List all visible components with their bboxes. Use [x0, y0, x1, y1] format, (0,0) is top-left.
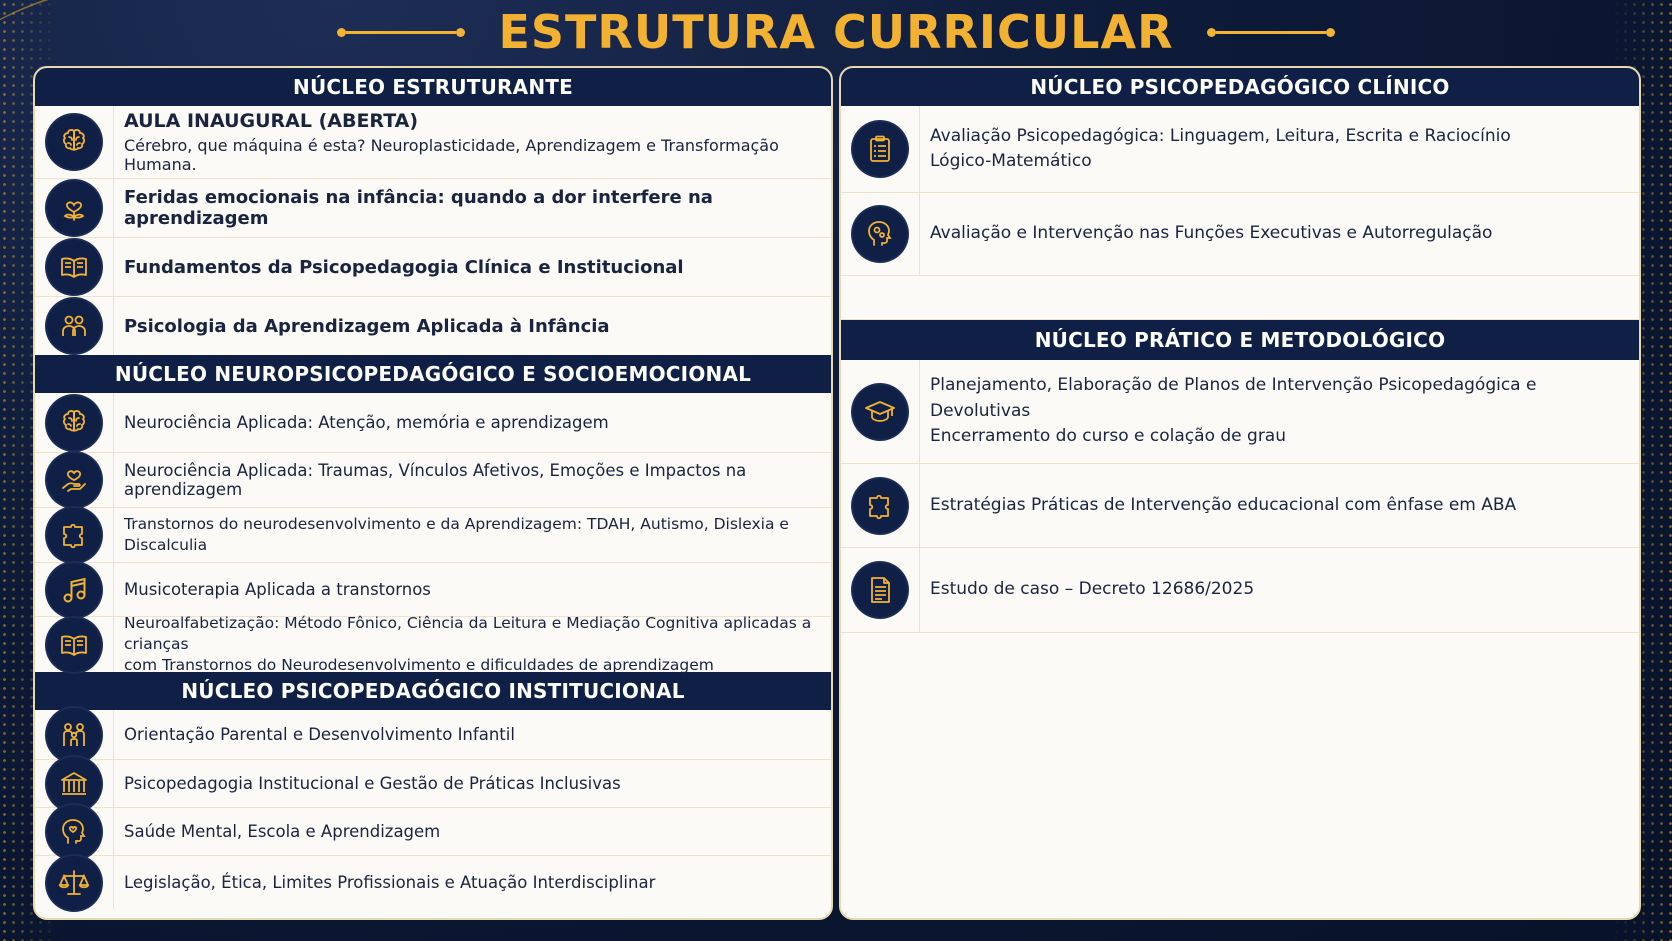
section-spacer — [841, 276, 1639, 320]
family-icon — [47, 708, 101, 762]
item-title: Neurociência Aplicada: Atenção, memória e aprendizagem — [124, 413, 609, 432]
title-row — [0, 0, 1672, 64]
list-item — [35, 760, 831, 808]
title-ornament-right — [1207, 28, 1335, 37]
title-ornament-left — [337, 28, 465, 37]
section-heading-institucional: NÚCLEO PSICOPEDAGÓGICO INSTITUCIONAL — [35, 672, 831, 710]
item-title: Transtornos do neurodesenvolvimento e da Aprendizagem: TDAH, Autismo, Dislexia e Discalculia — [124, 515, 789, 554]
puzzle-icon — [47, 508, 101, 562]
music-note-icon — [47, 563, 101, 617]
book-icon — [47, 618, 101, 672]
section-heading-clinico: NÚCLEO PSICOPEDAGÓGICO CLÍNICO — [841, 68, 1639, 106]
item-line-2: Encerramento do curso e colação de grau — [930, 426, 1286, 447]
section-heading-estruturante: NÚCLEO ESTRUTURANTE — [35, 68, 831, 106]
list-item — [35, 508, 831, 563]
brain-icon — [47, 115, 101, 169]
section-heading-neuro: NÚCLEO NEUROPSICOPEDAGÓGICO E SOCIOEMOCIONAL — [35, 355, 831, 393]
list-item — [841, 548, 1639, 633]
graduation-cap-icon — [853, 385, 907, 439]
page-title: ESTRUTURA CURRICULAR — [498, 5, 1174, 59]
document-icon — [853, 563, 907, 617]
item-title: Legislação, Ética, Limites Profissionais e Atuação Interdisciplinar — [124, 873, 656, 892]
head-heart-icon — [47, 805, 101, 859]
list-item — [35, 710, 831, 760]
head-gears-icon — [853, 207, 907, 261]
item-title: Musicoterapia Aplicada a transtornos — [124, 580, 431, 599]
list-item — [841, 193, 1639, 276]
item-line-1: Planejamento, Elaboração de Planos de Intervenção Psicopedagógica e Devolutivas — [930, 375, 1537, 421]
clipboard-icon — [853, 122, 907, 176]
item-title: Psicopedagogia Institucional e Gestão de Práticas Inclusivas — [124, 774, 621, 793]
item-title: Neurociência Aplicada: Traumas, Vínculos Afetivos, Emoções e Impactos na aprendizagem — [124, 461, 747, 499]
left-panel — [33, 66, 833, 920]
hand-heart-icon — [47, 453, 101, 507]
brain-icon — [47, 396, 101, 450]
list-item — [841, 360, 1639, 464]
item-title: AULA INAUGURAL (ABERTA) — [124, 110, 419, 132]
item-title: Fundamentos da Psicopedagogia Clínica e Institucional — [124, 256, 684, 278]
item-line-1: Avaliação Psicopedagógica: Linguagem, Leitura, Escrita e Raciocínio — [930, 125, 1511, 146]
item-title: Feridas emocionais na infância: quando a dor interfere na aprendizagem — [124, 187, 713, 229]
item-title: Saúde Mental, Escola e Aprendizagem — [124, 822, 441, 841]
scales-icon — [47, 856, 101, 910]
item-line-2: Lógico-Matemático — [930, 151, 1092, 171]
item-title: Psicologia da Aprendizagem Aplicada à Infância — [124, 315, 610, 337]
item-title: Estudo de caso – Decreto 12686/2025 — [930, 579, 1255, 600]
list-item — [35, 563, 831, 617]
book-icon — [47, 240, 101, 294]
people-icon — [47, 299, 101, 353]
puzzle-icon — [853, 479, 907, 533]
item-line-1: Neuroalfabetização: Método Fônico, Ciência da Leitura e Mediação Cognitiva aplicadas a crianças — [124, 614, 812, 654]
institution-icon — [47, 757, 101, 811]
list-item — [35, 393, 831, 453]
list-item — [35, 453, 831, 508]
right-panel — [839, 66, 1641, 920]
list-item — [35, 106, 831, 179]
list-item — [35, 297, 831, 355]
list-item — [35, 614, 831, 674]
item-subtitle: Cérebro, que máquina é esta? Neuroplasticidade, Aprendizagem e Transformação Humana. — [124, 136, 779, 174]
item-line-2: com Transtornos do Neurodesenvolvimento e dificuldades de aprendizagem — [124, 655, 714, 674]
list-item — [35, 238, 831, 297]
item-title: Avaliação e Intervenção nas Funções Executivas e Autorregulação — [930, 223, 1493, 244]
list-item — [841, 464, 1639, 548]
heart-plant-icon — [47, 181, 101, 235]
list-item — [35, 856, 831, 909]
item-title: Estratégias Práticas de Intervenção educacional com ênfase em ABA — [930, 494, 1517, 515]
list-item — [35, 179, 831, 238]
item-title: Orientação Parental e Desenvolvimento Infantil — [124, 725, 515, 744]
list-item — [841, 106, 1639, 193]
list-item — [35, 808, 831, 856]
section-heading-pratico: NÚCLEO PRÁTICO E METODOLÓGICO — [841, 320, 1639, 360]
